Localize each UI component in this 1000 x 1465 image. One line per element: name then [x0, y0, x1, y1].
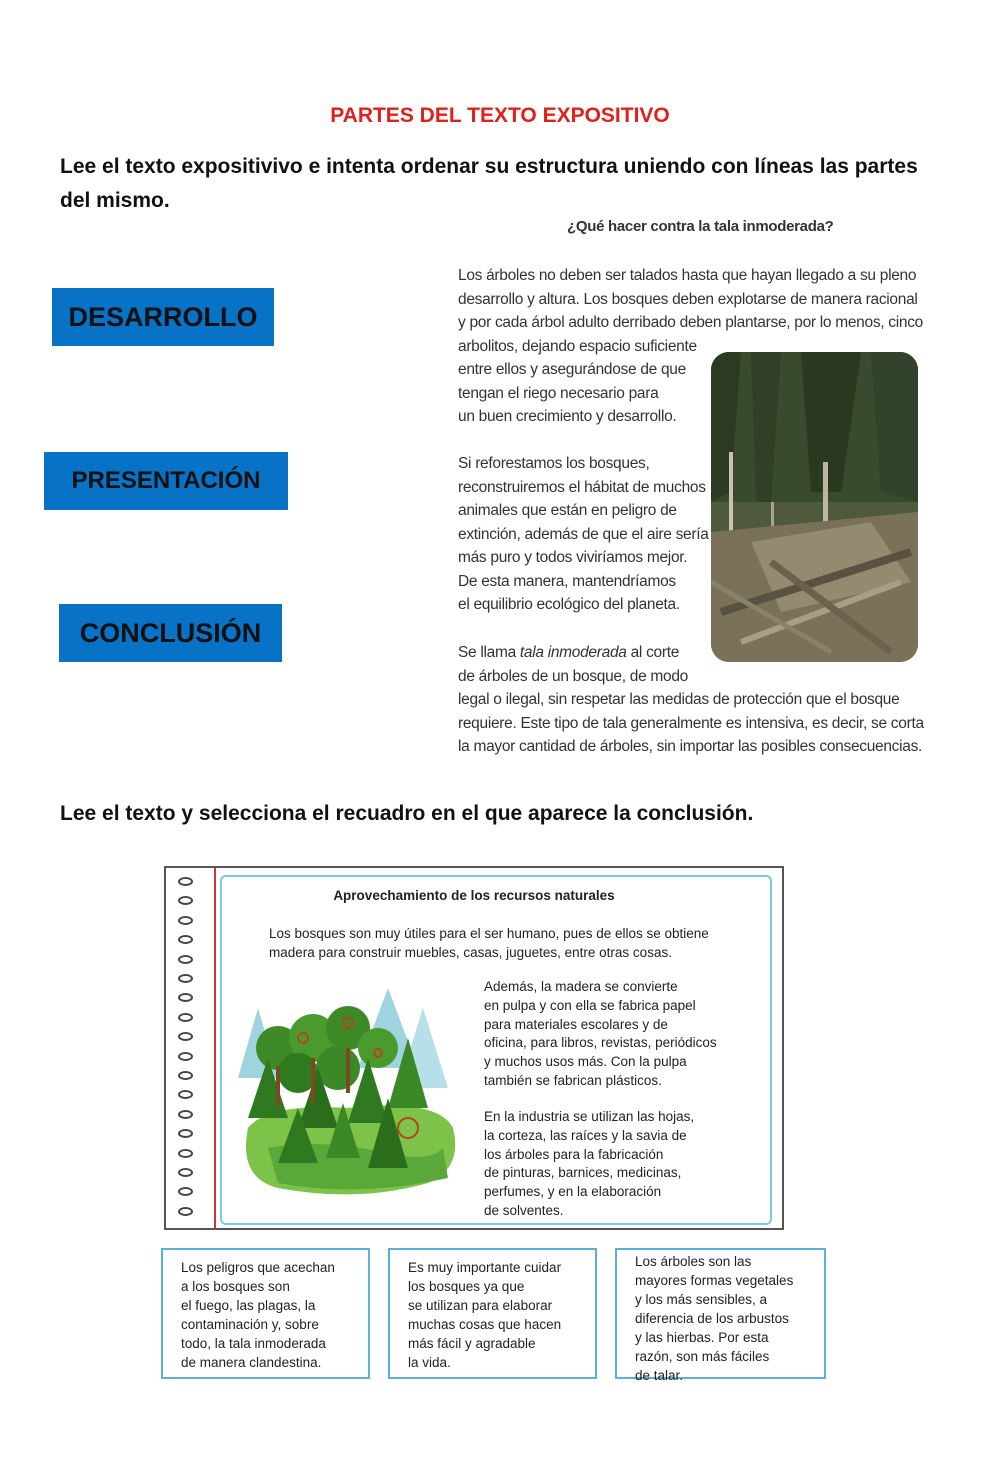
- spiral-ring-icon: [178, 935, 193, 944]
- text1-paragraph-3: Se llama tala inmoderada al corte de árboles de un bosque, de modo legal o ilegal, sin respetar las medidas de protección que el bosque requiere. Este tipo de tala generalmente es intensiva, es decir, se corta la mayor cantidad de árboles, sin importar las posibles consecuencias.: [458, 644, 924, 755]
- spiral-ring-icon: [178, 993, 193, 1002]
- option-1[interactable]: Los peligros que acechan a los bosques son el fuego, las plagas, la contaminación y, sobre todo, la tala inmoderada de manera clandestina.: [161, 1248, 370, 1379]
- spiral-ring-icon: [178, 1168, 193, 1177]
- text1-paragraph-1: Los árboles no deben ser talados hasta que hayan llegado a su pleno desarrollo y altura. Los bosques deben explotarse de manera racional y por cada árbol adulto derribado deben plantarse, por lo menos, cinco arbolitos, dejando espacio suficiente entre ellos y asegurándose de que tengan el riego necesario para un buen crecimiento y desarrollo.: [458, 267, 923, 425]
- text2-paragraph-1: Los bosques son muy útiles para el ser humano, pues de ellos se obtiene madera para construir muebles, casas, juguetes, entre otras cosas.: [269, 926, 709, 960]
- text2-paragraph-3: En la industria se utilizan las hojas, la corteza, las raíces y la savia de los árboles para la fabricación de pinturas, barnices, medicinas, perfumes, y en la elaboración de solventes.: [484, 1109, 695, 1218]
- spiral-ring-icon: [178, 1207, 193, 1216]
- option-3[interactable]: Los árboles son las mayores formas vegetales y los más sensibles, a diferencia de los arbustos y las hierbas. Por esta razón, son más fáciles de talar.: [615, 1248, 826, 1379]
- spiral-ring-icon: [178, 916, 193, 925]
- instruction-1: Lee el texto expositivivo e intenta ordenar su estructura uniendo con líneas las partes del mismo.: [60, 155, 918, 212]
- margin-line: [214, 868, 216, 1228]
- instruction-2: Lee el texto y selecciona el recuadro en el que aparece la conclusión.: [60, 802, 754, 825]
- forest-photo: [711, 352, 918, 662]
- spiral-ring-icon: [178, 1090, 193, 1099]
- spiral-ring-icon: [178, 1032, 193, 1041]
- text1-heading: ¿Qué hacer contra la tala inmoderada?: [567, 218, 834, 235]
- notebook-panel: [164, 866, 784, 1230]
- spiral-ring-icon: [178, 877, 193, 886]
- option-2[interactable]: Es muy importante cuidar los bosques ya que se utilizan para elaborar muchas cosas que hacen más fácil y agradable la vida.: [388, 1248, 597, 1379]
- spiral-ring-icon: [178, 974, 193, 983]
- tag-desarrollo[interactable]: DESARROLLO: [52, 288, 274, 346]
- forest-illustration: [238, 978, 462, 1200]
- spiral-ring-icon: [178, 1129, 193, 1138]
- spiral-ring-icon: [178, 1187, 193, 1196]
- text2-paragraph-2: Además, la madera se convierte en pulpa y con ella se fabrica papel para materiales escolares y de oficina, para libros, revistas, periódicos y muchos usos más. Con la pulpa también se fabrican plásticos.: [484, 979, 717, 1088]
- page-title: PARTES DEL TEXTO EXPOSITIVO: [330, 104, 670, 127]
- spiral-ring-icon: [178, 1149, 193, 1158]
- spiral-ring-icon: [178, 1052, 193, 1061]
- text2-heading: Aprovechamiento de los recursos naturales: [333, 888, 615, 903]
- tag-presentacion[interactable]: PRESENTACIÓN: [44, 452, 288, 510]
- text1-paragraph-2: Si reforestamos los bosques, reconstruiremos el hábitat de muchos animales que están en peligro de extinción, además de que el aire sería más puro y todos viviríamos mejor. De esta manera, mantendríamos el equilibrio ecológico del planeta.: [458, 455, 709, 613]
- spiral-ring-icon: [178, 1110, 193, 1119]
- spiral-ring-icon: [178, 955, 193, 964]
- tag-conclusion[interactable]: CONCLUSIÓN: [59, 604, 282, 662]
- spiral-ring-icon: [178, 1071, 193, 1080]
- spiral-ring-icon: [178, 1013, 193, 1022]
